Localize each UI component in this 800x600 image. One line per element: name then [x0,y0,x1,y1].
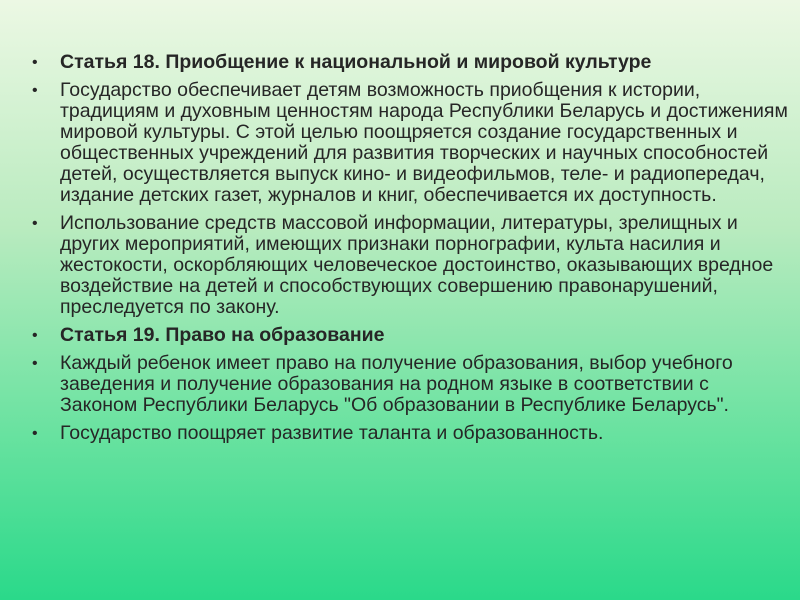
bullet-dot-icon: • [32,327,38,344]
bullet-list [32,52,790,451]
bullet-item [32,213,790,318]
bullet-dot-icon: • [32,54,38,71]
article-19-paragraph-1: Каждый ребенок имеет право на получение образования, выбор учебного заведения и получение образования на родном языке в соответствии с Законом Республики Беларусь "Об образовании в Республике Беларусь". [60,352,733,416]
bullet-dot-icon: • [32,355,38,372]
bullet-item [32,325,790,346]
bullet-item [32,423,790,444]
bullet-dot-icon: • [32,425,38,442]
bullet-dot-icon: • [32,82,38,99]
article-18-heading: Статья 18. Приобщение к национальной и мировой культуре [60,51,652,73]
article-18-paragraph-2: Использование средств массовой информации, литературы, зрелищных и других мероприятий, имеющих признаки порнографии, культа насилия и жестокости, оскорбляющих человеческое достоинство, оказывающих вредное воздействие на детей и способствующих совершению правонарушений, преследуется по закону. [60,212,774,318]
bullet-dot-icon: • [32,215,38,232]
bullet-item [32,353,790,416]
article-19-heading: Статья 19. Право на образование [60,324,385,346]
article-18-paragraph-1: Государство обеспечивает детям возможность приобщения к истории, традициям и духовным ценностям народа Республики Беларусь и достижениям мировой культуры. С этой целью поощряется создание государственных и общественных учреждений для развития творческих и научных способностей детей, осуществляется выпуск кино- и видеофильмов, теле- и радиопередач, издание детских газет, журналов и книг, обеспечивается их доступность. [60,79,788,206]
bullet-item [32,52,790,73]
article-19-paragraph-2: Государство поощряет развитие таланта и образованность. [60,422,604,444]
bullet-item [32,80,790,206]
